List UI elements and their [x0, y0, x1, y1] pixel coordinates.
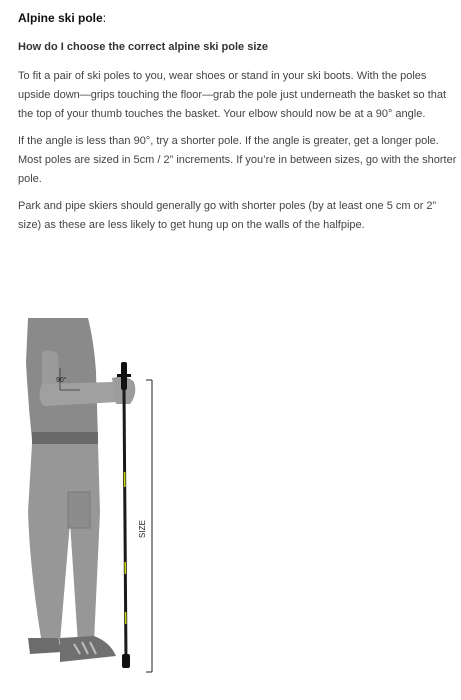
size-label: SIZE — [138, 520, 147, 538]
article-title-text: Alpine ski pole — [18, 11, 103, 25]
person-shoe-front — [60, 636, 116, 662]
pole-basket-top — [117, 374, 131, 377]
article-subtitle: How do I choose the correct alpine ski pole size — [18, 41, 269, 53]
person-shoe-back — [28, 638, 62, 654]
paragraph-fitting-instructions: To fit a pair of ski poles to you, wear shoes or stand in your ski boots. With the poles upside down—grips touching the floor—grab the pole just underneath the basket so that the top of your thumb touches the basket. Your elbow should now be at a 90° angle. — [18, 70, 447, 120]
article-title-colon: : — [102, 11, 107, 25]
angle-label: 90° — [56, 377, 67, 384]
article-title — [18, 10, 458, 26]
person-legs — [28, 444, 100, 644]
ski-pole-sizing-illustration — [20, 312, 170, 697]
paragraph-park-pipe: Park and pipe skiers should generally go with shorter poles (by at least one 5 cm or 2” size) as these are less likely to get hung up on the walls of the halfpipe. — [18, 200, 437, 231]
size-bracket — [138, 380, 152, 672]
person-figure — [26, 318, 135, 662]
ski-pole — [117, 362, 131, 668]
paragraph-angle-adjustment: If the angle is less than 90°, try a shorter pole. If the angle is greater, get a longer pole. Most poles are sized in 5cm / 2” increments. If you’re in between sizes, go with the shorter pole. — [18, 135, 457, 185]
person-belt — [32, 432, 98, 446]
article — [18, 10, 458, 235]
pole-tip — [122, 654, 130, 668]
person-forearm — [39, 382, 120, 406]
person-cargo-pocket — [68, 492, 90, 528]
